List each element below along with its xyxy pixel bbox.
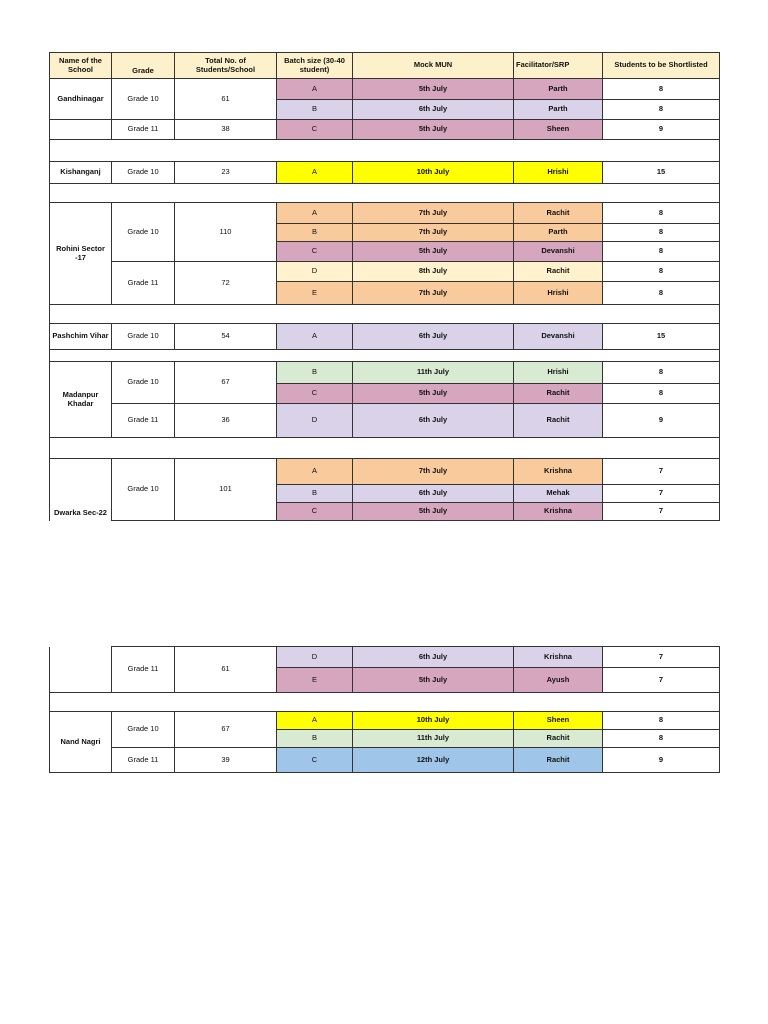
shortlist-cell: 9 [603,748,720,773]
spacer-row [50,693,720,712]
mun-date-cell: 6th July [353,647,514,668]
batch-cell: C [277,503,353,521]
spacer-row [50,438,720,459]
grade-cell: Grade 10 [112,162,175,184]
spacer-cell [50,184,720,203]
batch-cell: D [277,404,353,438]
header-grade: Grade [112,53,175,79]
grade-cell: Grade 10 [112,79,175,120]
facilitator-cell: Rachit [514,262,603,282]
facilitator-cell: Rachit [514,730,603,748]
shortlist-cell: 15 [603,324,720,350]
mun-date-cell: 7th July [353,203,514,224]
school-name: Madanpur Khadar [50,362,112,438]
batch-cell: B [277,224,353,242]
facilitator-cell: Mehak [514,485,603,503]
spacer-cell [50,693,720,712]
facilitator-cell: Parth [514,79,603,100]
facilitator-cell: Sheen [514,120,603,140]
spacer-row [50,140,720,162]
grade-cell: Grade 11 [112,120,175,140]
batch-cell: A [277,162,353,184]
mun-date-cell: 5th July [353,668,514,693]
grade-cell: Grade 10 [112,459,175,521]
shortlist-cell: 8 [603,100,720,120]
facilitator-cell: Ayush [514,668,603,693]
facilitator-cell: Parth [514,224,603,242]
facilitator-cell: Krishna [514,503,603,521]
shortlist-cell: 7 [603,485,720,503]
mun-date-cell: 12th July [353,748,514,773]
shortlist-cell: 8 [603,79,720,100]
batch-cell: D [277,647,353,668]
table-row [50,262,720,282]
mun-date-cell: 11th July [353,730,514,748]
header-total: Total No. of Students/School [175,53,277,79]
facilitator-cell: Rachit [514,404,603,438]
spacer-cell [50,305,720,324]
batch-cell: C [277,242,353,262]
grade-cell: Grade 11 [112,647,175,693]
spacer-row [50,350,720,362]
batch-cell: B [277,100,353,120]
mun-date-cell: 7th July [353,282,514,305]
mun-date-cell: 5th July [353,503,514,521]
mun-date-cell: 6th July [353,100,514,120]
schedule-table-page-2 [49,646,720,773]
shortlist-cell: 8 [603,362,720,384]
header-batch: Batch size (30-40 student) [277,53,353,79]
table-row [50,748,720,773]
mun-date-cell: 5th July [353,242,514,262]
batch-cell: B [277,730,353,748]
shortlist-cell: 7 [603,647,720,668]
shortlist-cell: 8 [603,242,720,262]
total-cell: 36 [175,404,277,438]
table-row [50,647,720,668]
mun-date-cell: 5th July [353,120,514,140]
facilitator-cell: Hrishi [514,282,603,305]
total-cell: 72 [175,262,277,305]
total-cell: 110 [175,203,277,262]
header-mock-mun: Mock MUN [353,53,514,79]
facilitator-cell: Rachit [514,203,603,224]
table-row [50,404,720,438]
grade-cell: Grade 10 [112,324,175,350]
batch-cell: E [277,668,353,693]
batch-cell: B [277,362,353,384]
total-cell: 38 [175,120,277,140]
school-name: Pashchim Vihar [50,324,112,350]
facilitator-cell: Hrishi [514,162,603,184]
table-row [50,712,720,730]
batch-cell: E [277,282,353,305]
table-row [50,162,720,184]
total-cell: 67 [175,712,277,748]
shortlist-cell: 8 [603,384,720,404]
mun-date-cell: 7th July [353,224,514,242]
facilitator-cell: Rachit [514,748,603,773]
shortlist-cell: 8 [603,712,720,730]
grade-cell: Grade 10 [112,362,175,404]
batch-cell: C [277,384,353,404]
total-cell: 67 [175,362,277,404]
school-name: Kishanganj [50,162,112,184]
batch-cell: B [277,485,353,503]
grade-cell: Grade 10 [112,712,175,748]
shortlist-cell: 15 [603,162,720,184]
total-cell: 39 [175,748,277,773]
mun-date-cell: 6th July [353,485,514,503]
header-facilitator: Facilitator/SRP [514,53,603,79]
table-row [50,324,720,350]
batch-cell: D [277,262,353,282]
facilitator-cell: Devanshi [514,324,603,350]
facilitator-cell: Krishna [514,647,603,668]
batch-cell: A [277,79,353,100]
batch-cell: C [277,748,353,773]
table-row [50,203,720,224]
table-row [50,459,720,485]
mun-date-cell: 5th July [353,79,514,100]
school-name: Gandhinagar [50,79,112,120]
shortlist-cell: 7 [603,459,720,485]
shortlist-cell: 8 [603,262,720,282]
spacer-row [50,184,720,203]
schedule-table-page-1 [49,52,720,521]
spacer-cell [50,438,720,459]
total-cell: 61 [175,647,277,693]
shortlist-cell: 7 [603,668,720,693]
facilitator-cell: Sheen [514,712,603,730]
empty-cell [50,120,112,140]
batch-cell: C [277,120,353,140]
batch-cell: A [277,324,353,350]
school-name: Dwarka Sec-22 [50,459,112,521]
grade-cell: Grade 10 [112,203,175,262]
spacer-row [50,305,720,324]
table-row [50,120,720,140]
total-cell: 61 [175,79,277,120]
shortlist-cell: 7 [603,503,720,521]
batch-cell: A [277,459,353,485]
shortlist-cell: 8 [603,730,720,748]
shortlist-cell: 8 [603,282,720,305]
shortlist-cell: 9 [603,404,720,438]
mun-date-cell: 10th July [353,162,514,184]
mun-date-cell: 6th July [353,404,514,438]
table-row [50,362,720,384]
grade-cell: Grade 11 [112,748,175,773]
mun-date-cell: 6th July [353,324,514,350]
shortlist-cell: 8 [603,224,720,242]
mun-date-cell: 7th July [353,459,514,485]
table-row [50,79,720,100]
total-cell: 23 [175,162,277,184]
spacer-cell [50,140,720,162]
facilitator-cell: Parth [514,100,603,120]
total-cell: 101 [175,459,277,521]
empty-cell [50,647,112,693]
batch-cell: A [277,712,353,730]
header-school: Name of the School [50,53,112,79]
mun-date-cell: 8th July [353,262,514,282]
grade-cell: Grade 11 [112,404,175,438]
mun-date-cell: 11th July [353,362,514,384]
header-shortlisted: Students to be Shortlisted [603,53,720,79]
facilitator-cell: Rachit [514,384,603,404]
school-name: Nand Nagri [50,712,112,773]
mun-date-cell: 5th July [353,384,514,404]
shortlist-cell: 8 [603,203,720,224]
total-cell: 54 [175,324,277,350]
mun-date-cell: 10th July [353,712,514,730]
header-row [50,53,720,79]
grade-cell: Grade 11 [112,262,175,305]
batch-cell: A [277,203,353,224]
facilitator-cell: Krishna [514,459,603,485]
school-name: Rohini Sector -17 [50,203,112,305]
facilitator-cell: Hrishi [514,362,603,384]
shortlist-cell: 9 [603,120,720,140]
spacer-cell [50,350,720,362]
facilitator-cell: Devanshi [514,242,603,262]
